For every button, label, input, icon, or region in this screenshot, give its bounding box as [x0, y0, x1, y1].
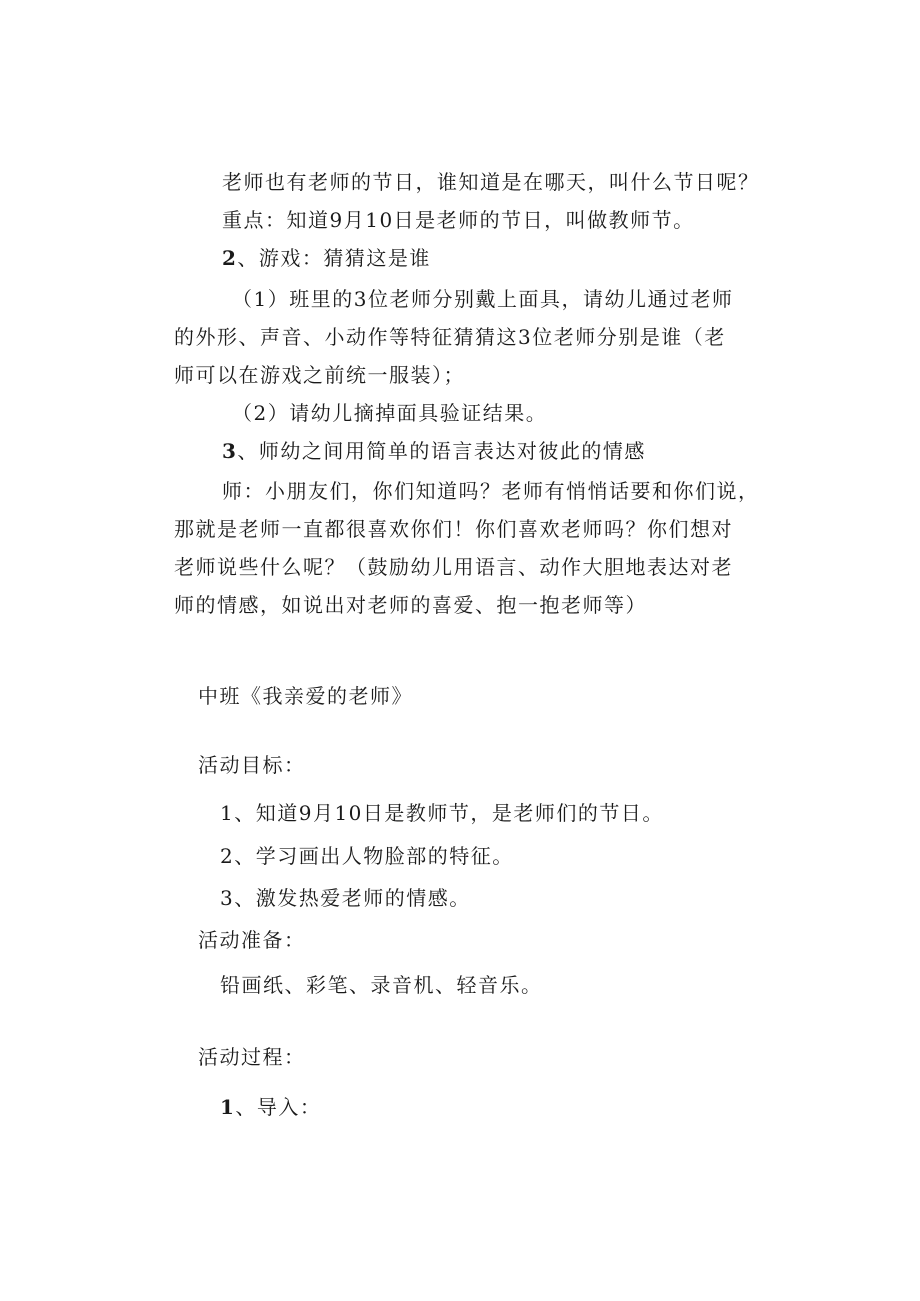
goal-item-3: 3、激发热爱老师的情感。: [220, 886, 471, 910]
goals-heading: 活动目标：: [198, 753, 306, 777]
list-item-1-line-1: （1）班里的3位老师分别戴上面具，请幼儿通过老师: [232, 287, 734, 311]
dialogue-line-4: 师的情感，如说出对老师的喜爱、抱一抱老师等）: [174, 593, 647, 617]
step-number: 1: [220, 1095, 236, 1119]
prep-heading: 活动准备：: [198, 928, 306, 952]
dialogue-line-1: 师：小朋友们，你们知道吗？老师有悄悄话要和你们说，: [222, 479, 760, 503]
dialogue-line-2: 那就是老师一直都很喜欢你们！你们喜欢老师吗？你们想对: [174, 517, 733, 541]
process-heading: 活动过程：: [198, 1045, 306, 1069]
heading-text: 、游戏：猜猜这是谁: [237, 246, 431, 270]
heading-text: 、师幼之间用简单的语言表达对彼此的情感: [237, 439, 646, 463]
heading-number: 3: [222, 439, 238, 463]
prep-text: 铅画纸、彩笔、录音机、轻音乐。: [220, 973, 543, 997]
paragraph-key-point: 重点：知道9月10日是老师的节日，叫做教师节。: [222, 208, 695, 232]
lesson-title: 中班《我亲爱的老师》: [198, 684, 413, 708]
goal-item-1: 1、知道9月10日是教师节，是老师们的节日。: [220, 801, 664, 825]
dialogue-line-3: 老师说些什么呢？（鼓励幼儿用语言、动作大胆地表达对老: [174, 555, 733, 579]
paragraph-question: 老师也有老师的节日，谁知道是在哪天，叫什么节日呢？: [222, 170, 760, 194]
goal-item-2: 2、学习画出人物脸部的特征。: [220, 844, 514, 868]
list-item-1-line-2: 的外形、声音、小动作等特征猜猜这3位老师分别是谁（老: [174, 325, 726, 349]
heading-game: [222, 245, 431, 271]
step-text: 、导入：: [235, 1095, 322, 1119]
heading-number: 2: [222, 246, 238, 270]
list-item-2: （2）请幼儿摘掉面具验证结果。: [232, 401, 548, 425]
list-item-1-line-3: 师可以在游戏之前统一服装）；: [174, 363, 465, 387]
heading-emotion: [222, 438, 646, 464]
process-step-1: [220, 1094, 321, 1120]
